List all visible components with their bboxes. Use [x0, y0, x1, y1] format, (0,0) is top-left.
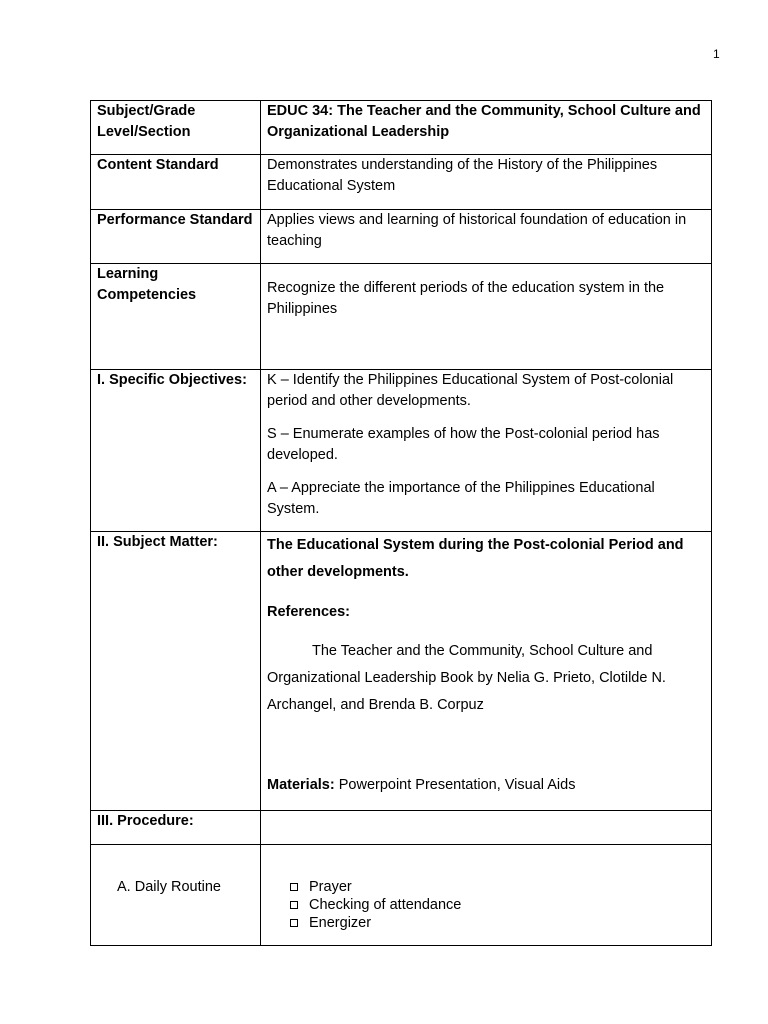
learning-competencies-label: Learning Competencies — [91, 264, 261, 370]
specific-objectives-label: I. Specific Objectives: — [91, 370, 261, 532]
references-text: The Teacher and the Community, School Culture and Organizational Leadership Book by Nelia G. Prieto, Clotilde N. Archangel, and Brenda B. Corpuz — [267, 643, 666, 713]
daily-routine-list — [267, 845, 705, 932]
procedure-label: III. Procedure: — [91, 811, 261, 845]
specific-objectives-cell — [261, 370, 712, 532]
routine-item-energizer: Energizer — [290, 914, 705, 932]
objective-attitude: A – Appreciate the importance of the Philippines Educational System. — [267, 480, 655, 517]
content-standard-label: Content Standard — [91, 155, 261, 210]
materials-label: Materials: — [267, 777, 335, 793]
lesson-plan-table — [90, 100, 712, 946]
objective-knowledge: K – Identify the Philippines Educational System of Post-colonial period and other developments. — [267, 372, 674, 409]
learning-competencies-cell — [261, 264, 712, 370]
page-number: 1 — [713, 47, 720, 61]
materials-text: Powerpoint Presentation, Visual Aids — [334, 777, 576, 793]
routine-item-prayer: Prayer — [290, 878, 705, 896]
checkbox-icon — [290, 919, 298, 927]
subject-matter-label: II. Subject Matter: — [91, 532, 261, 811]
daily-routine-cell — [261, 845, 712, 946]
performance-standard-label: Performance Standard — [91, 210, 261, 264]
routine-item-attendance: Checking of attendance — [290, 896, 705, 914]
subject-row — [91, 101, 712, 155]
procedure-value — [261, 811, 712, 845]
subject-matter-row — [91, 532, 712, 811]
performance-standard-value: Applies views and learning of historical foundation of education in teaching — [261, 210, 712, 264]
subject-matter-title: The Educational System during the Post-colonial Period and other developments. — [267, 537, 684, 580]
subject-matter-cell — [261, 532, 712, 811]
materials-line — [267, 772, 705, 799]
daily-routine-label-cell — [91, 845, 261, 946]
subject-label: Subject/Grade Level/Section — [91, 101, 261, 155]
procedure-row — [91, 811, 712, 845]
checkbox-icon — [290, 901, 298, 909]
daily-routine-label: A. Daily Routine — [117, 879, 221, 895]
specific-objectives-row — [91, 370, 712, 532]
subject-value: EDUC 34: The Teacher and the Community, School Culture and Organizational Leadership — [261, 101, 712, 155]
content-standard-row — [91, 155, 712, 210]
daily-routine-row — [91, 845, 712, 946]
objective-skill: S – Enumerate examples of how the Post-colonial period has developed. — [267, 426, 660, 463]
content-standard-value: Demonstrates understanding of the History of the Philippines Educational System — [261, 155, 712, 210]
performance-standard-row — [91, 210, 712, 264]
references-label: References: — [267, 604, 351, 620]
learning-competencies-row — [91, 264, 712, 370]
checkbox-icon — [290, 883, 298, 891]
learning-competencies-value: Recognize the different periods of the education system in the Philippines — [267, 280, 665, 317]
